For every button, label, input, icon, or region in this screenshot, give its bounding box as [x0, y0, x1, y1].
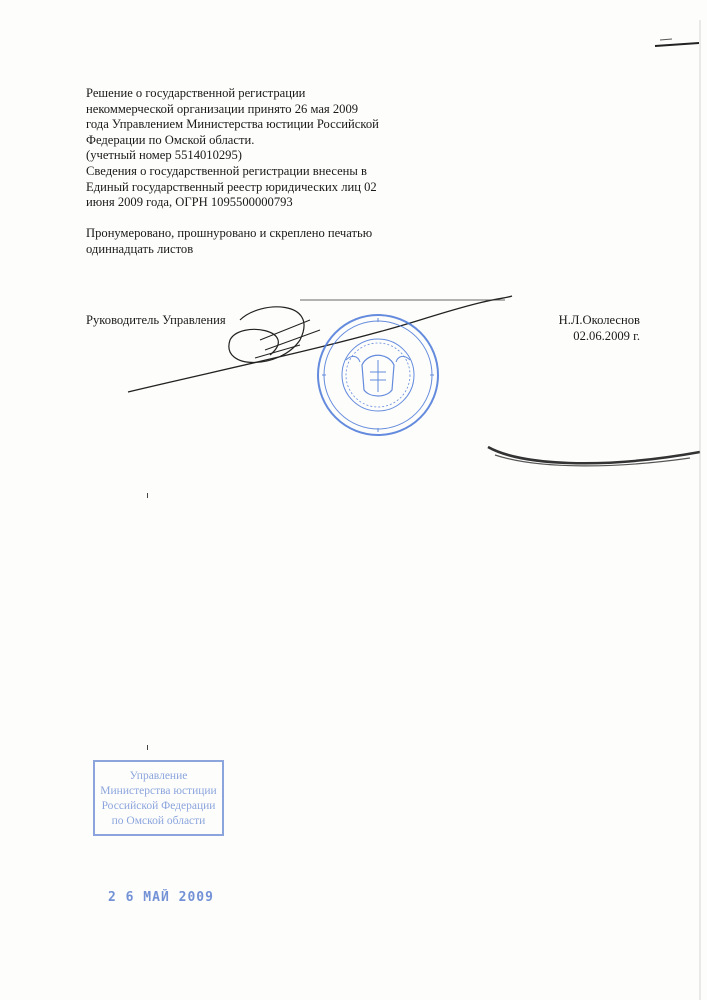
registration-line: Сведения о государственной регистрации внесены в [86, 163, 367, 178]
official-seal [318, 315, 438, 435]
stamp-date: 2 6 МАЙ 2009 [108, 890, 214, 905]
margin-tick [147, 745, 148, 750]
registration-stamp [93, 760, 224, 836]
stamp-line: Министерства юстиции [100, 785, 217, 797]
registration-line: (учетный номер 5514010295) [86, 148, 242, 163]
registration-line: Единый государственный реестр юридических лиц 02 [86, 179, 377, 194]
margin-tick [147, 493, 148, 498]
signatory-position: Руководитель Управления [86, 313, 226, 327]
signature-stroke [128, 296, 512, 392]
stamp-line: Российской Федерации [101, 800, 216, 812]
stamp-line: Управление [129, 770, 188, 782]
registration-line: года Управлением Министерства юстиции Российской [86, 117, 379, 132]
registration-line: Решение о государственной регистрации [86, 86, 306, 100]
registration-line: июня 2009 года, ОГРН 1095500000793 [86, 195, 293, 210]
registration-line: некоммерческой организации принято 26 мая 2009 [86, 101, 359, 116]
signatory-name: Н.Л.Околеснов [558, 313, 640, 327]
binding-line: одиннадцать листов [86, 241, 194, 256]
stamp-line: по Омской области [111, 815, 206, 827]
registration-line: Федерации по Омской области. [86, 132, 255, 147]
signature-date: 02.06.2009 г. [573, 328, 640, 343]
binding-line: Пронумеровано, прошнуровано и скреплено печатью [86, 226, 373, 241]
